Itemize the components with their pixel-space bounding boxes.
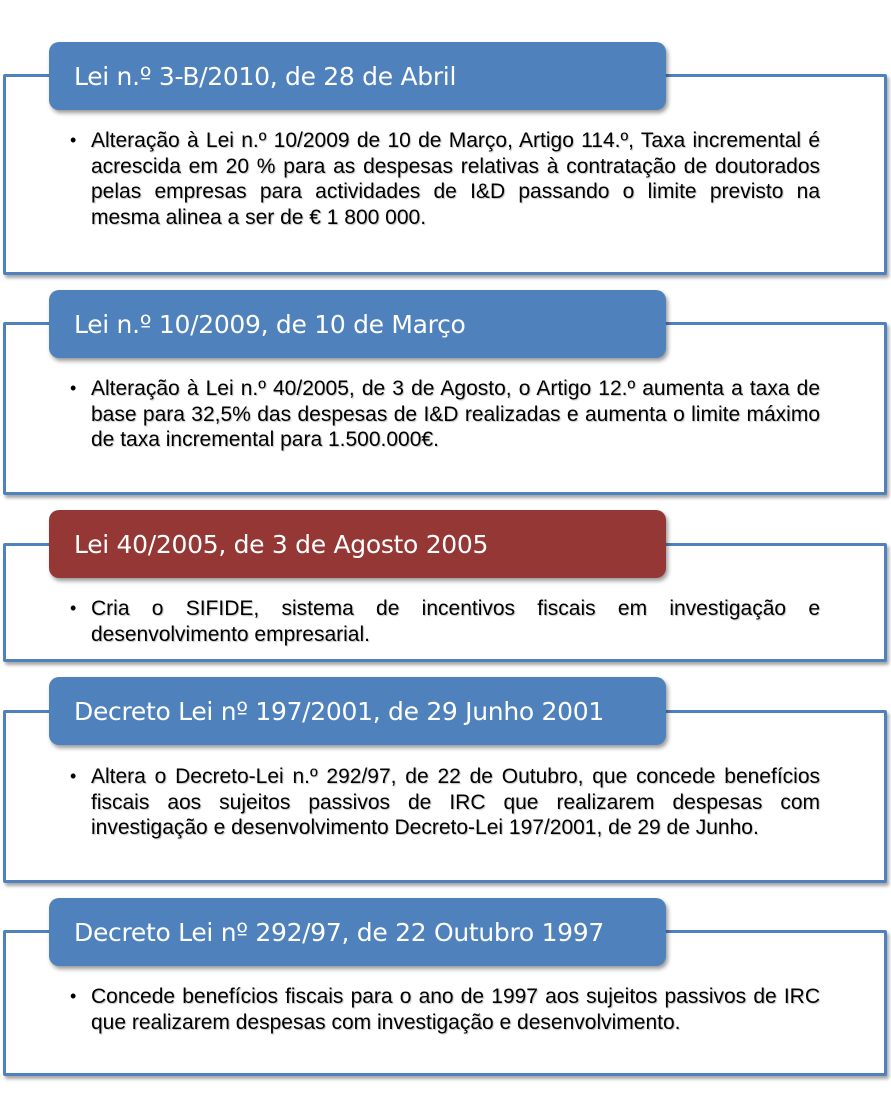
bullet-dot-icon: • <box>70 598 77 618</box>
bullet-dot-icon: • <box>70 986 77 1006</box>
entry-title-1: Lei n.º 3-B/2010, de 28 de Abril <box>49 42 666 110</box>
bullet-dot-icon: • <box>70 378 77 398</box>
entry-title-4: Decreto Lei nº 197/2001, de 29 Junho 2001 <box>49 677 666 745</box>
entry-text-2: Alteração à Lei n.º 40/2005, de 3 de Agosto, o Artigo 12.º aumenta a taxa de base para 32,5% das despesas de I&D realizadas e aumenta o limite máximo de taxa incremental para 1.500.000€. <box>91 377 820 451</box>
entry-bullet-3 <box>70 596 820 647</box>
entry-bullet-4 <box>70 764 820 841</box>
entry-title-2: Lei n.º 10/2009, de 10 de Março <box>49 290 666 358</box>
entry-bullet-5 <box>70 984 820 1035</box>
entry-title-5: Decreto Lei nº 292/97, de 22 Outubro 1997 <box>49 898 666 966</box>
bullet-dot-icon: • <box>70 766 77 786</box>
entry-title-3: Lei 40/2005, de 3 de Agosto 2005 <box>49 510 666 578</box>
entry-text-3: Cria o SIFIDE, sistema de incentivos fiscais em investigação e desenvolvimento empresarial. <box>91 597 820 646</box>
entry-bullet-2 <box>70 376 820 453</box>
entry-bullet-1 <box>70 128 820 230</box>
entry-text-5: Concede benefícios fiscais para o ano de 1997 aos sujeitos passivos de IRC que realizarem despesas com investigação e desenvolvimento. <box>91 985 820 1034</box>
bullet-dot-icon: • <box>70 130 77 150</box>
entry-text-1: Alteração à Lei n.º 10/2009 de 10 de Março, Artigo 114.º, Taxa incremental é acrescida em 20 % para as despesas relativas à contratação de doutorados pelas empresas para actividades de I&D passando o limite previsto na mesma alinea a ser de € 1 800 000. <box>91 129 820 229</box>
entry-text-4: Altera o Decreto-Lei n.º 292/97, de 22 de Outubro, que concede benefícios fiscais aos sujeitos passivos de IRC que realizarem despesas com investigação e desenvolvimento Decreto-Lei 197/2001, de 29 de Junho. <box>91 765 820 839</box>
